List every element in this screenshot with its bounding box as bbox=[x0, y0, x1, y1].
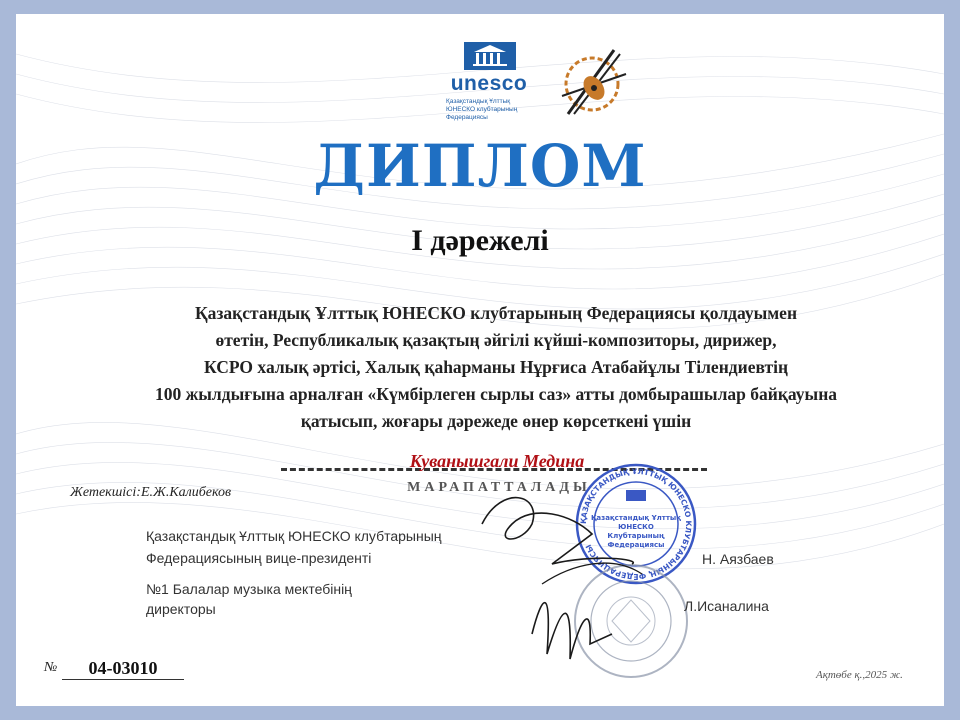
signatory-second-line: директоры bbox=[146, 601, 216, 617]
stamp-center-line: Қазақстандық Ұлттық bbox=[590, 514, 682, 522]
body-line: өтетін, Республикалық қазақтың әйгілі күйші-композиторы, дирижер, bbox=[215, 330, 777, 350]
diploma-body bbox=[136, 300, 856, 435]
signatory-second-line: №1 Балалар музыка мектебінің bbox=[146, 581, 352, 597]
unesco-subtitle-line: Қазақстандық Ұлттық bbox=[446, 98, 511, 105]
unesco-wordmark: unesco bbox=[450, 72, 528, 95]
city-year: Ақтөбе қ.,2025 ж. bbox=[816, 669, 903, 681]
signatory-first-line: Қазақстандық Ұлттық ЮНЕСКО клубтарының bbox=[146, 528, 442, 544]
body-line: қатысып, жоғары дәрежеде өнер көрсеткені үшін bbox=[300, 411, 692, 431]
body-line: 100 жылдығына арналған «Күмбірлеген сырлы саз» атты домбырашылар байқауына bbox=[154, 384, 838, 404]
dombra-emblem-icon bbox=[554, 44, 630, 120]
body-line: Қазақстандық Ұлттық ЮНЕСКО клубтарының Федерациясы қолдауымен bbox=[194, 303, 798, 323]
awards-word: МАРАПАТТАЛАДЫ bbox=[407, 480, 591, 495]
stamp-center-line: Клубтарының bbox=[607, 532, 665, 540]
unesco-temple-icon bbox=[464, 42, 516, 70]
diploma-title: ДИПЛОМ bbox=[313, 132, 647, 200]
unesco-subtitle-line: Федерациясы bbox=[446, 114, 488, 121]
handwritten-signature bbox=[472, 484, 652, 674]
diploma-degree: І дәрежелі bbox=[411, 224, 549, 257]
signatory-second-name: Л.Исаналина bbox=[684, 598, 769, 614]
signatory-second-title bbox=[146, 579, 352, 619]
awardee-name: Куванышгали Медина bbox=[409, 451, 585, 471]
teacher-label: Жетекшісі:Е.Ж.Калибеков bbox=[70, 485, 232, 500]
body-line: КСРО халық әртісі, Халық қаһарманы Нұрғиса Атабайұлы Тілендиевтің bbox=[203, 357, 789, 377]
stamp-ring-text: ҚАЗАҚСТАНДЫҚ ҰЛТТЫҚ ЮНЕСКО КЛУБТАРЫНЫҢ ФЕДЕРАЦИЯСЫ bbox=[578, 466, 694, 582]
signatory-first-title bbox=[146, 525, 442, 569]
unesco-logo bbox=[444, 42, 534, 132]
stamp-center-line: Федерациясы bbox=[607, 541, 665, 549]
signatory-first-line: Федерациясының вице-президенті bbox=[146, 550, 372, 566]
signatory-first-name: Н. Аязбаев bbox=[702, 551, 774, 567]
diploma-number: 04-03010 bbox=[62, 658, 184, 680]
stamp-center-line: ЮНЕСКО bbox=[618, 523, 654, 531]
diploma-sheet bbox=[16, 14, 944, 706]
unesco-subtitle-line: ЮНЕСКО клубтарының bbox=[446, 106, 518, 113]
number-label: № bbox=[44, 660, 58, 675]
unesco-subtitle bbox=[446, 98, 536, 122]
